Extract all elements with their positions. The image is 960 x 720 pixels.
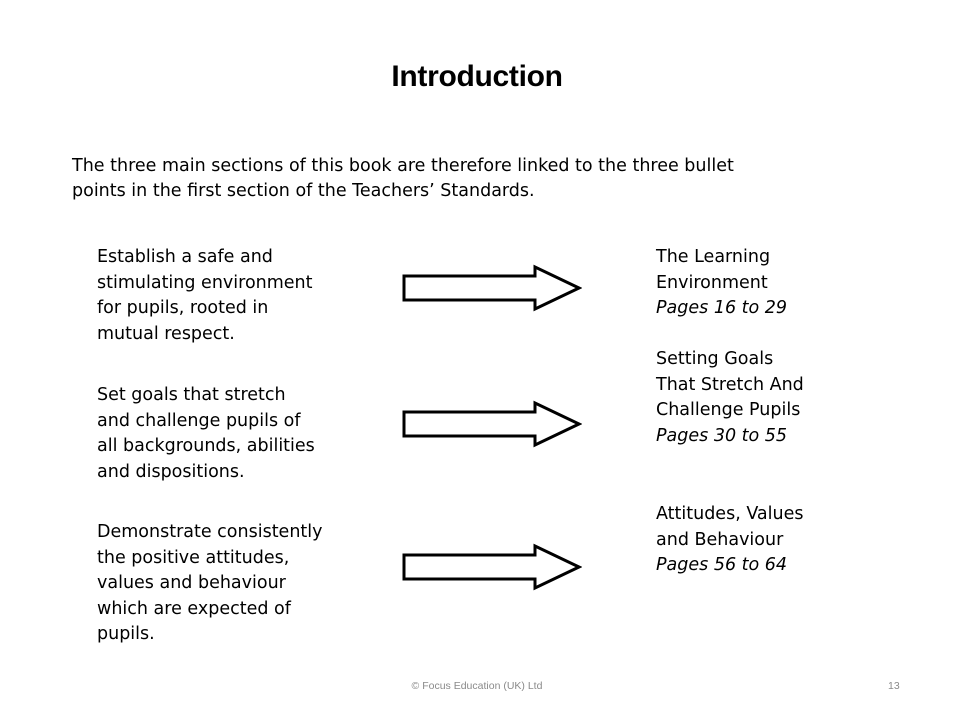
standard-line: which are expected of: [97, 598, 291, 619]
right-arrow-icon: [402, 264, 582, 312]
standard-1: [97, 245, 367, 347]
section-line: That Stretch And: [656, 374, 804, 395]
right-arrow-icon: [402, 400, 582, 448]
page-title: Introduction: [391, 60, 563, 93]
standard-line: and dispositions.: [97, 461, 245, 482]
section-pages: Pages 16 to 29: [656, 298, 788, 318]
page-number: 13: [888, 680, 900, 692]
section-line: The Learning: [656, 247, 771, 267]
standard-line: Set goals that stretch: [97, 385, 286, 405]
section-line: Attitudes, Values: [656, 504, 804, 524]
standard-line: mutual respect.: [97, 323, 235, 344]
standard-line: all backgrounds, abilities: [97, 436, 315, 456]
intro-line: The three main sections of this book are therefore linked to the three bullet: [72, 156, 734, 176]
standard-line: pupils.: [97, 624, 155, 644]
section-line: Challenge Pupils: [656, 400, 801, 420]
section-1: [656, 245, 856, 322]
section-pages: Pages 30 to 55: [656, 425, 788, 446]
section-line: Setting Goals: [656, 349, 774, 369]
right-arrow-icon: [402, 543, 582, 591]
section-3: [656, 502, 856, 579]
standard-line: Demonstrate consistently: [97, 522, 323, 542]
section-line: Environment: [656, 272, 768, 293]
intro-paragraph: [72, 154, 862, 204]
standard-line: for pupils, rooted in: [97, 298, 269, 318]
standard-line: stimulating environment: [97, 272, 313, 293]
section-line: and Behaviour: [656, 529, 784, 550]
standard-line: and challenge pupils of: [97, 410, 301, 431]
standard-line: Establish a safe and: [97, 247, 273, 267]
standard-line: values and behaviour: [97, 573, 286, 593]
section-2: [656, 347, 856, 449]
standard-line: the positive attitudes,: [97, 547, 290, 568]
copyright-text: © Focus Education (UK) Ltd: [411, 680, 543, 692]
standard-3: [97, 520, 367, 648]
section-pages: Pages 56 to 64: [656, 555, 788, 575]
intro-line: points in the first section of the Teachers’ Standards.: [72, 181, 535, 201]
standard-2: [97, 383, 367, 485]
